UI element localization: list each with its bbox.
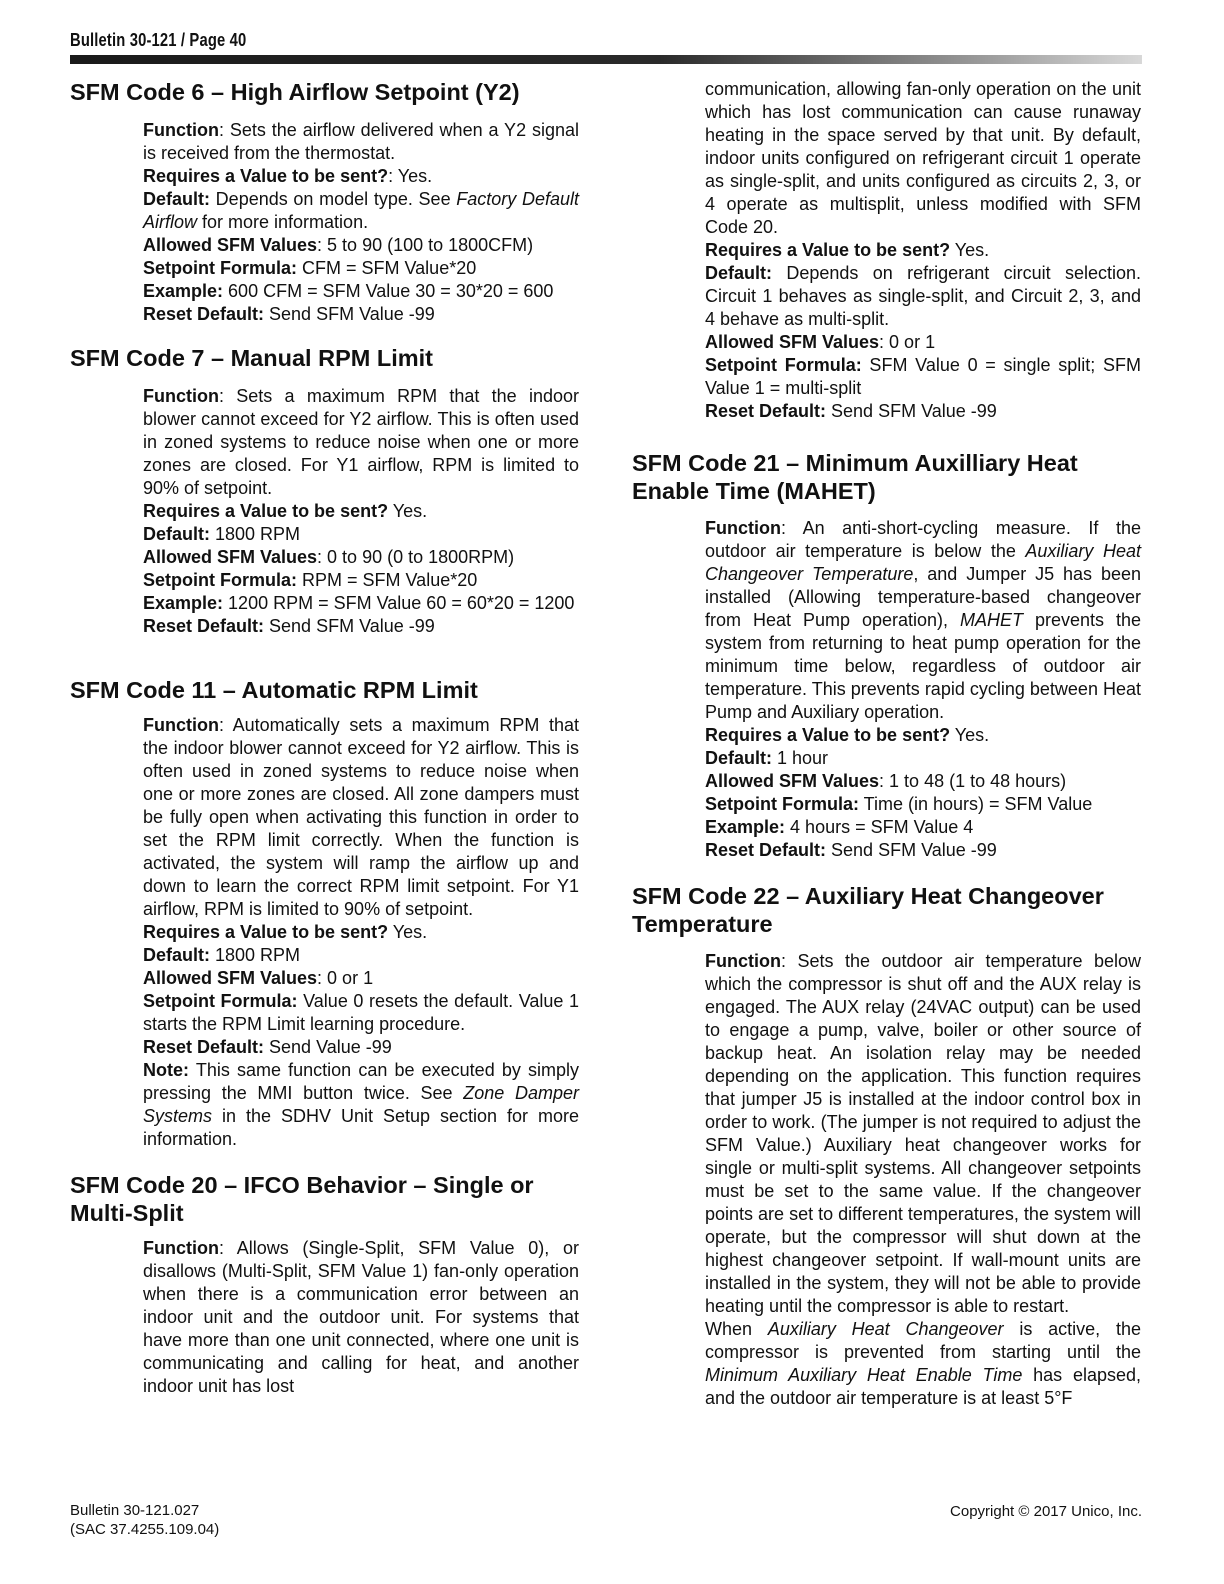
sfm-code-20-body: Function: Allows (Single-Split, SFM Value 0), or disallows (Multi-Split, SFM Value 1) fan-only operation when there is a communication error between an indoor unit and the outdoor unit. For systems that have more than one unit connected, where one unit is communicating and calling for heat, and another indoor unit has lost — [143, 1238, 579, 1396]
sfm-code-22-body: Function: Sets the outdoor air temperature below which the compressor is shut off and the AUX relay is engaged. The AUX relay (24VAC output) can be used to engage a pump, valve, boiler or other source of backup heat. An isolation relay may be needed depending on the application. This function requires that jumper J5 is installed at the indoor control box in order to work. (The jumper is not required to adjust the SFM Value.) Auxiliary heat changeover works for single or multi-split systems. All changeover setpoints must be set to the same value. If the changeover points are set to different temperatures, the system will operate, but the compressor will shut down at the highest changeover setpoint. If wall-mount units are installed in the system, they will not be able to provide heating until the compressor is able to restart. When Auxiliary Heat Changeover is active, the compressor is prevented from starting until the Minimum Auxiliary Heat Enable Time has elapsed, and the outdoor air temperature is at least 5°F — [705, 951, 1141, 1408]
right-column — [632, 78, 1144, 1410]
sfm-code-22-title: SFM Code 22 – Auxiliary Heat Changeover Temperature — [632, 883, 1104, 937]
footer-bulletin-info — [70, 1501, 219, 1539]
bulletin-page-header: Bulletin 30-121 / Page 40 — [70, 30, 247, 50]
sfm-code-21-body: Function: An anti-short-cycling measure. If the outdoor air temperature is below the Auxiliary Heat Changeover Temperature, and Jumper J5 has been installed (Allowing temperature-based changeover from Heat Pump operation), MAHET prevents the system from returning to heat pump operation for the minimum time below, regardless of outdoor air temperature. This prevents rapid cycling between Heat Pump and Auxiliary operation. Requires a Value to be sent? Yes. Default: 1 hour Allowed SFM Values: 1 to 48 (1 to 48 hours) Setpoint Formula: Time (in hours) = SFM Value Example: 4 hours = SFM Value 4 Reset Default: Send SFM Value -99 — [705, 518, 1142, 860]
sfm-code-7-section — [70, 344, 582, 638]
sfm-code-6-body: Function: Sets the airflow delivered when a Y2 signal is received from the thermostat. Requires a Value to be sent?: Yes. Default: Depends on model type. See Factory Default Airflow for more information. Allowed SFM Values: 5 to 90 (100 to 1800CFM) Setpoint Formula: CFM = SFM Value*20 Example: 600 CFM = SFM Value 30 = 30*20 = 600 Reset Default: Send SFM Value -99 — [143, 120, 580, 324]
sfm-code-22-section — [632, 882, 1144, 1410]
sfm-code-20-section — [70, 1171, 582, 1398]
sfm-code-7-title: SFM Code 7 – Manual RPM Limit — [70, 345, 433, 371]
sfm-code-11-section — [70, 676, 582, 1151]
sfm-code-11-body: Function: Automatically sets a maximum RPM that the indoor blower cannot exceed for Y2 airflow. This is often used in zoned systems to reduce noise when one or more zones are closed. All zone dampers must be fully open when activating this function in order to set the RPM limit correctly. When the function is activated, the system will ramp the airflow up and down to learn the correct RPM limit setpoint. For Y1 airflow, RPM is limited to 90% of setpoint. Requires a Value to be sent? Yes. Default: 1800 RPM Allowed SFM Values: 0 or 1 Setpoint Formula: Value 0 resets the default. Value 1 starts the RPM Limit learning procedure. Reset Default: Send Value -99 Note: This same function can be executed by simply pressing the MMI button twice. See Zone Damper Systems in the SDHV Unit Setup section for more information. — [143, 715, 580, 1149]
footer-bulletin-number: Bulletin 30-121.027 — [70, 1502, 200, 1519]
sfm-code-20-title: SFM Code 20 – IFCO Behavior – Single or Multi-Split — [70, 1172, 534, 1226]
sfm-code-21-title: SFM Code 21 – Minimum Auxilliary Heat Enable Time (MAHET) — [632, 450, 1078, 504]
footer-copyright: Copyright © 2017 Unico, Inc. — [950, 1503, 1142, 1520]
sfm-code-6-title: SFM Code 6 – High Airflow Setpoint (Y2) — [70, 79, 520, 105]
header-rule — [70, 55, 1142, 64]
footer-sac-number: (SAC 37.4255.109.04) — [70, 1521, 220, 1538]
sfm-code-6-section — [70, 78, 582, 326]
sfm-code-20-continued-body: communication, allowing fan-only operation on the unit which has lost communication can cause runaway heating in the space served by that unit. By default, indoor units configured on refrigerant circuit 1 operate as single-split, and units configured as circuits 2, 3, or 4 operate as multisplit, unless modified with SFM Code 20. Requires a Value to be sent? Yes. Default: Depends on refrigerant circuit selection. Circuit 1 behaves as single-split, and Circuit 2, 3, and 4 behave as multi-split. Allowed SFM Values: 0 or 1 Setpoint Formula: SFM Value 0 = single split; SFM Value 1 = multi-split Reset Default: Send SFM Value -99 — [705, 79, 1141, 421]
sfm-code-7-body: Function: Sets a maximum RPM that the indoor blower cannot exceed for Y2 airflow. This is often used in zoned systems to reduce noise when one or more zones are closed. For Y1 airflow, RPM is limited to 90% of setpoint. Requires a Value to be sent? Yes. Default: 1800 RPM Allowed SFM Values: 0 to 90 (0 to 1800RPM) Setpoint Formula: RPM = SFM Value*20 Example: 1200 RPM = SFM Value 60 = 60*20 = 1200 Reset Default: Send SFM Value -99 — [143, 386, 579, 636]
left-column — [70, 78, 582, 1398]
sfm-code-21-section — [632, 449, 1144, 862]
sfm-code-11-title: SFM Code 11 – Automatic RPM Limit — [70, 677, 478, 703]
sfm-code-20-continued — [632, 78, 1144, 423]
